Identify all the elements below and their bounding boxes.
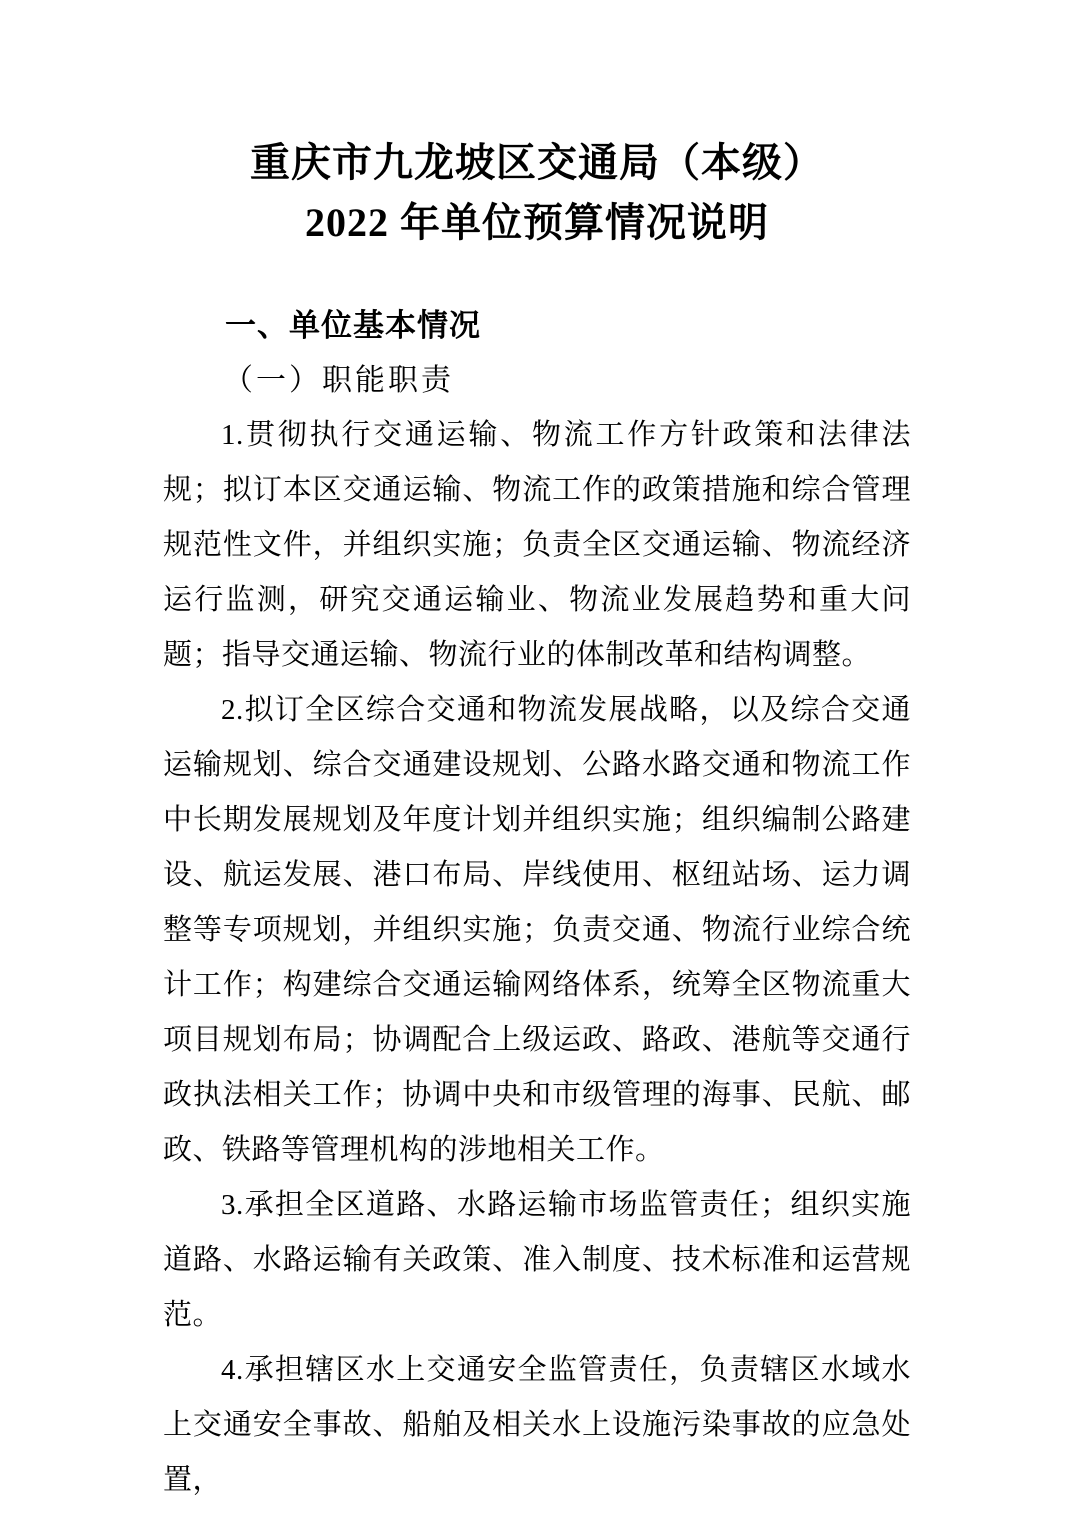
section-heading: 一、单位基本情况 xyxy=(225,308,481,343)
paragraph-duties-2: 2.拟订全区综合交通和物流发展战略，以及综合交通运输规划、综合交通建设规划、公路水路交通和物流工作中长期发展规划及年度计划并组织实施；组织编制公路建设、航运发展、港口布局、岸线使用、枢纽站场、运力调整等专项规划，并组织实施；负责交通、物流行业综合统计工作；构建综合交通运输网络体系，统筹全区物流重大项目规划布局；协调配合上级运政、路政、港航等交通行政执法相关工作；协调中央和市级管理的海事、民航、邮政、铁路等管理机构的涉地相关工作。 xyxy=(163,694,911,1166)
document-title xyxy=(163,133,911,253)
title-line-2: 2022 年单位预算情况说明 xyxy=(305,200,769,245)
title-line-1: 重庆市九龙坡区交通局（本级） xyxy=(250,140,824,185)
document-body xyxy=(163,298,911,1508)
paragraph-duties-3: 3.承担全区道路、水路运输市场监管责任；组织实施道路、水路运输有关政策、准入制度、技术标准和运营规范。 xyxy=(163,1189,911,1331)
section-subheading: （一）职能职责 xyxy=(223,364,454,397)
paragraph-duties-1: 1.贯彻执行交通运输、物流工作方针政策和法律法规；拟订本区交通运输、物流工作的政策措施和综合管理规范性文件，并组织实施；负责全区交通运输、物流经济运行监测，研究交通运输业、物流业发展趋势和重大问题；指导交通运输、物流行业的体制改革和结构调整。 xyxy=(163,419,911,671)
paragraph-duties-4: 4.承担辖区水上交通安全监管责任，负责辖区水域水上交通安全事故、船舶及相关水上设施污染事故的应急处置， xyxy=(163,1354,911,1496)
